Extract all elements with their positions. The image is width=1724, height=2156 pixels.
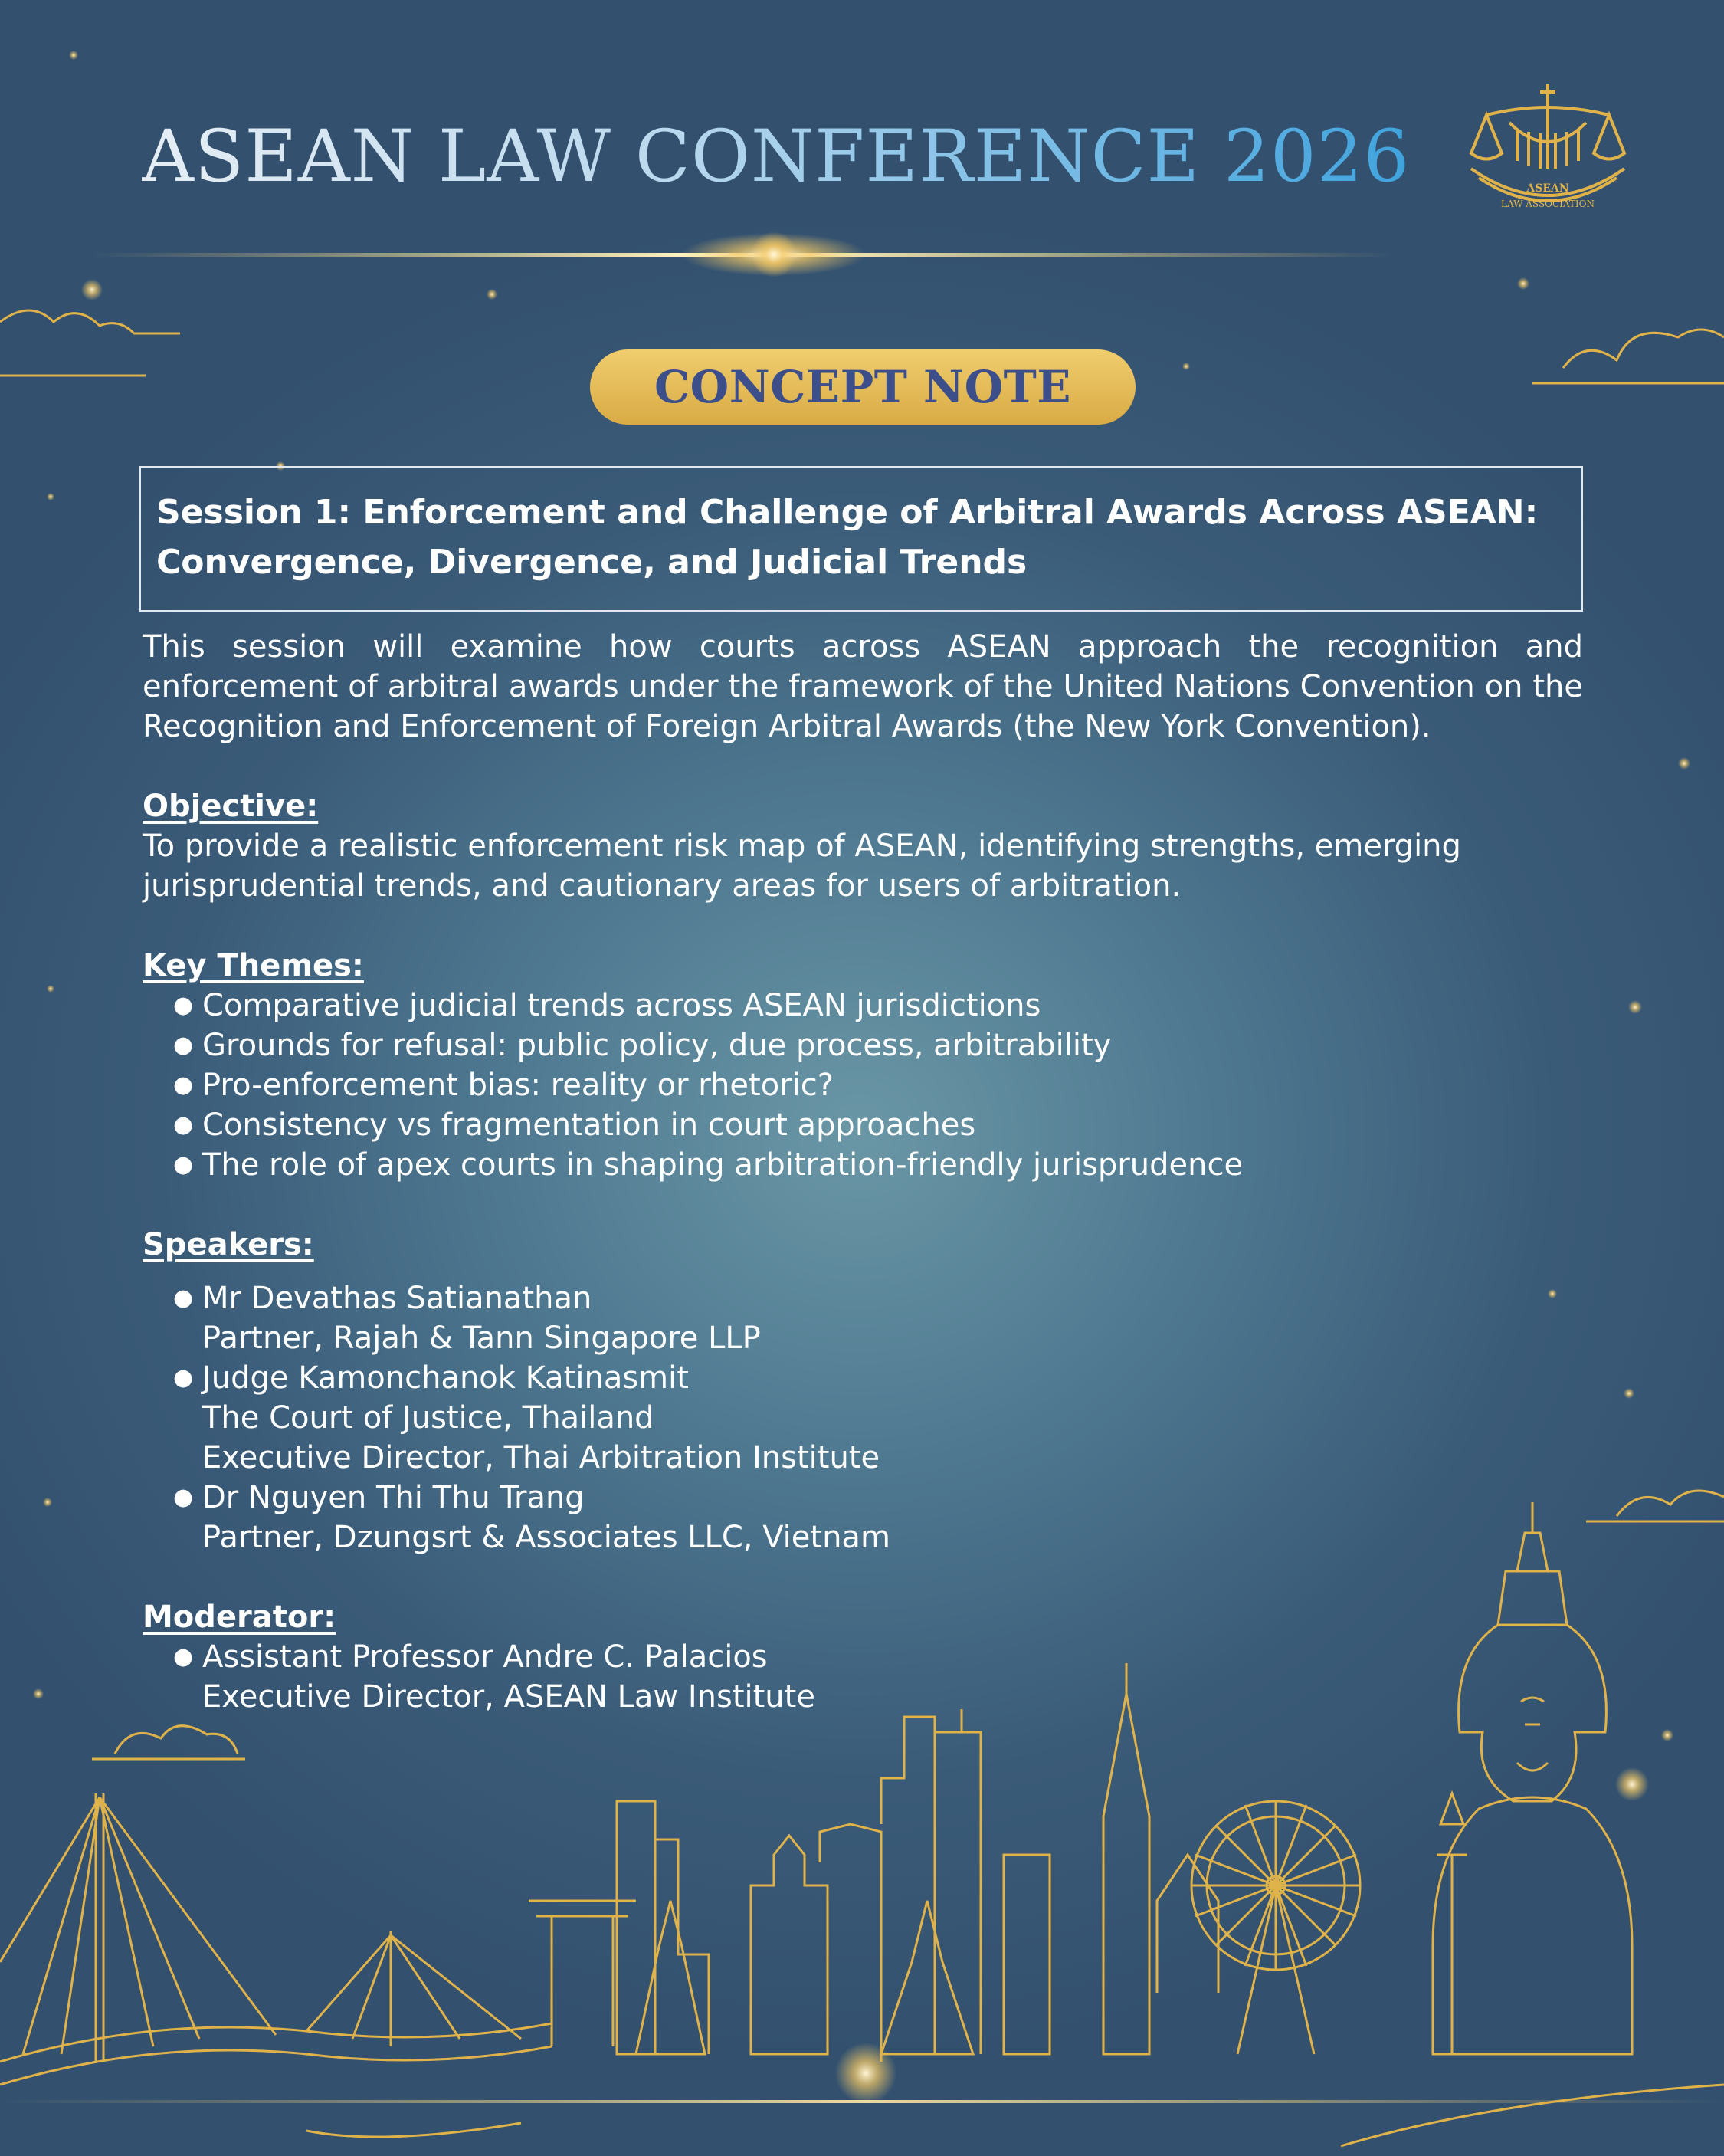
conference-title: ASEAN LAW CONFERENCE 2026 (142, 115, 1411, 199)
moderator-name: ● Assistant Professor Andre C. Palacios (202, 1639, 768, 1675)
moderator-affiliation: Executive Director, ASEAN Law Institute (202, 1679, 815, 1715)
speakers-heading: Speakers: (143, 1227, 314, 1262)
objective-heading: Objective: (143, 789, 319, 824)
svg-text:ASEAN: ASEAN (1526, 182, 1569, 195)
objective-text: To provide a realistic enforcement risk map of ASEAN, identifying strengths, emerging jurisprudential trends, and cautionary areas for users of arbitration. (143, 829, 1461, 904)
speaker-affiliation: Executive Director, Thai Arbitration Institute (202, 1440, 880, 1475)
concept-note-badge: CONCEPT NOTE (590, 349, 1136, 425)
moderator-item (173, 1637, 1583, 1717)
session-title (156, 487, 1562, 587)
speaker-item (173, 1278, 1583, 1358)
speaker-affiliation: The Court of Justice, Thailand (202, 1400, 654, 1436)
list-item: ● Comparative judicial trends across ASEAN jurisdictions (173, 986, 1583, 1025)
list-item: ● Grounds for refusal: public policy, due process, arbitrability (173, 1025, 1583, 1065)
header-glow-line (92, 231, 1395, 277)
session-intro: This session will examine how courts across ASEAN approach the recognition and enforcement of arbitral awards under the framework of the United Nations Convention on the Recognition and Enforcement of Foreign Arbitral Awards (the New York Convention). (143, 629, 1583, 744)
moderator-heading: Moderator: (143, 1600, 336, 1635)
list-item: ● Consistency vs fragmentation in court approaches (173, 1105, 1583, 1145)
speakers-list (143, 1278, 1583, 1557)
list-item: ● The role of apex courts in shaping arbitration-friendly jurisprudence (173, 1145, 1583, 1185)
speaker-item (173, 1358, 1583, 1478)
key-themes-list (143, 986, 1583, 1185)
svg-text:LAW ASSOCIATION: LAW ASSOCIATION (1500, 199, 1595, 209)
speaker-item (173, 1478, 1583, 1557)
speaker-affiliation: Partner, Dzungsrt & Associates LLC, Vietnam (202, 1520, 890, 1555)
list-item: ● Pro-enforcement bias: reality or rhetoric? (173, 1065, 1583, 1105)
speaker-affiliation: Partner, Rajah & Tann Singapore LLP (202, 1321, 761, 1356)
concept-note-body (143, 627, 1583, 1717)
speaker-name: ● Dr Nguyen Thi Thu Trang (202, 1480, 585, 1515)
speaker-name: ● Judge Kamonchanok Katinasmit (202, 1360, 689, 1396)
session-title-line-2: Convergence, Divergence, and Judicial Trends (156, 543, 1028, 582)
session-title-box (139, 466, 1583, 612)
speaker-name: ● Mr Devathas Satianathan (202, 1281, 592, 1316)
scales-of-justice-icon (1456, 77, 1640, 222)
asean-law-association-logo (1456, 77, 1640, 222)
key-themes-heading: Key Themes: (143, 948, 364, 983)
session-title-line-1: Session 1: Enforcement and Challenge of Arbitral Awards Across ASEAN: (156, 493, 1539, 532)
moderator-list (143, 1637, 1583, 1717)
